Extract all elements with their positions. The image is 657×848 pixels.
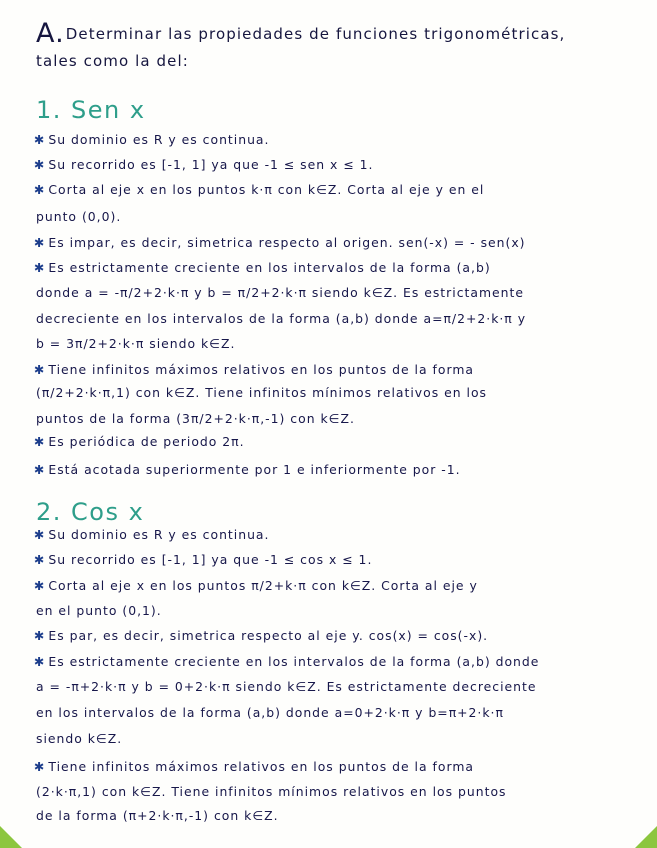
page-heading xyxy=(36,20,636,75)
sen-property-line xyxy=(34,182,634,198)
sen-property-line xyxy=(36,385,636,401)
sen-property-line xyxy=(34,362,634,378)
sen-property-line-text: (π/2+2·k·π,1) con k∈Z. Tiene infinitos mínimos relativos en los xyxy=(36,385,487,400)
heading-line-2: tales como la del: xyxy=(36,52,189,70)
sen-property-line-text: b = 3π/2+2·k·π siendo k∈Z. xyxy=(36,336,236,351)
asterisk-bullet-icon: ✱ xyxy=(34,654,46,669)
sen-property-line-text: decreciente en los intervalos de la forma (a,b) donde a=π/2+2·k·π y xyxy=(36,311,527,326)
cos-property-line-text: a = -π+2·k·π y b = 0+2·k·π siendo k∈Z. Es estrictamente decreciente xyxy=(36,679,537,694)
sen-property-line-text: Su dominio es R y es continua. xyxy=(48,132,270,147)
sen-property-line xyxy=(36,209,636,225)
cos-property-line-text: Tiene infinitos máximos relativos en los puntos de la forma xyxy=(48,759,474,774)
cos-property-line-text: Es estrictamente creciente en los intervalos de la forma (a,b) donde xyxy=(48,654,540,669)
cos-property-line xyxy=(34,552,634,568)
cos-property-line xyxy=(36,784,636,800)
cos-property-line xyxy=(34,759,634,775)
cos-property-line-text: en el punto (0,1). xyxy=(36,603,162,618)
cos-property-line-text: Corta al eje x en los puntos π/2+k·π con k∈Z. Corta al eje y xyxy=(48,578,478,593)
cos-property-line-text: Es par, es decir, simetrica respecto al eje y. cos(x) = cos(-x). xyxy=(48,628,489,643)
cos-property-line xyxy=(36,705,636,721)
sen-property-line xyxy=(36,285,636,301)
sen-property-line-text: Corta al eje x en los puntos k·π con k∈Z. Corta al eje y en el xyxy=(48,182,485,197)
asterisk-bullet-icon: ✱ xyxy=(34,182,46,197)
sen-property-line xyxy=(34,235,634,251)
asterisk-bullet-icon: ✱ xyxy=(34,132,46,147)
cos-property-line xyxy=(36,731,636,747)
sen-property-line-text: Su recorrido es [-1, 1] ya que -1 ≤ sen x ≤ 1. xyxy=(48,157,374,172)
sen-property-line xyxy=(34,462,634,478)
heading-text-1: Determinar las propiedades de funciones trigonométricas, xyxy=(65,25,566,43)
heading-line-1 xyxy=(36,20,636,48)
cos-property-line xyxy=(34,578,634,594)
cos-property-line-text: Su recorrido es [-1, 1] ya que -1 ≤ cos x ≤ 1. xyxy=(48,552,373,567)
asterisk-bullet-icon: ✱ xyxy=(34,157,46,172)
asterisk-bullet-icon: ✱ xyxy=(34,552,46,567)
sen-property-line-text: Tiene infinitos máximos relativos en los puntos de la forma xyxy=(48,362,474,377)
asterisk-bullet-icon: ✱ xyxy=(34,628,46,643)
corner-decoration-right xyxy=(635,826,657,848)
cos-property-line-text: de la forma (π+2·k·π,-1) con k∈Z. xyxy=(36,808,279,823)
cos-property-line xyxy=(34,654,634,670)
cos-property-line xyxy=(36,679,636,695)
asterisk-bullet-icon: ✱ xyxy=(34,362,46,377)
section-title-sen: 1. Sen x xyxy=(36,96,146,124)
sen-property-line-text: Es estrictamente creciente en los intervalos de la forma (a,b) xyxy=(48,260,491,275)
sen-property-line xyxy=(34,157,634,173)
asterisk-bullet-icon: ✱ xyxy=(34,260,46,275)
corner-decoration-left xyxy=(0,826,22,848)
asterisk-bullet-icon: ✱ xyxy=(34,527,46,542)
sen-property-line-text: puntos de la forma (3π/2+2·k·π,-1) con k∈Z. xyxy=(36,411,355,426)
cos-property-line xyxy=(34,527,634,543)
sen-property-line xyxy=(36,311,636,327)
sen-property-line-text: punto (0,0). xyxy=(36,209,122,224)
cos-property-line-text: en los intervalos de la forma (a,b) donde a=0+2·k·π y b=π+2·k·π xyxy=(36,705,504,720)
heading-letter: A. xyxy=(36,18,65,49)
cos-property-line xyxy=(36,808,636,824)
asterisk-bullet-icon: ✱ xyxy=(34,434,46,449)
asterisk-bullet-icon: ✱ xyxy=(34,578,46,593)
asterisk-bullet-icon: ✱ xyxy=(34,462,46,477)
cos-property-line-text: Su dominio es R y es continua. xyxy=(48,527,270,542)
cos-property-line-text: siendo k∈Z. xyxy=(36,731,123,746)
sen-property-line xyxy=(34,260,634,276)
sen-property-line xyxy=(34,132,634,148)
section-title-cos: 2. Cos x xyxy=(36,498,145,526)
sen-property-line xyxy=(34,434,634,450)
sen-property-line xyxy=(36,411,636,427)
cos-property-line-text: (2·k·π,1) con k∈Z. Tiene infinitos mínimos relativos en los puntos xyxy=(36,784,507,799)
asterisk-bullet-icon: ✱ xyxy=(34,235,46,250)
sen-property-line-text: Es impar, es decir, simetrica respecto al origen. sen(-x) = - sen(x) xyxy=(48,235,526,250)
sen-property-line-text: Está acotada superiormente por 1 e inferiormente por -1. xyxy=(48,462,461,477)
sen-property-line-text: Es periódica de periodo 2π. xyxy=(48,434,245,449)
asterisk-bullet-icon: ✱ xyxy=(34,759,46,774)
cos-property-line xyxy=(36,603,636,619)
sen-property-line-text: donde a = -π/2+2·k·π y b = π/2+2·k·π siendo k∈Z. Es estrictamente xyxy=(36,285,524,300)
sen-property-line xyxy=(36,336,636,352)
cos-property-line xyxy=(34,628,634,644)
